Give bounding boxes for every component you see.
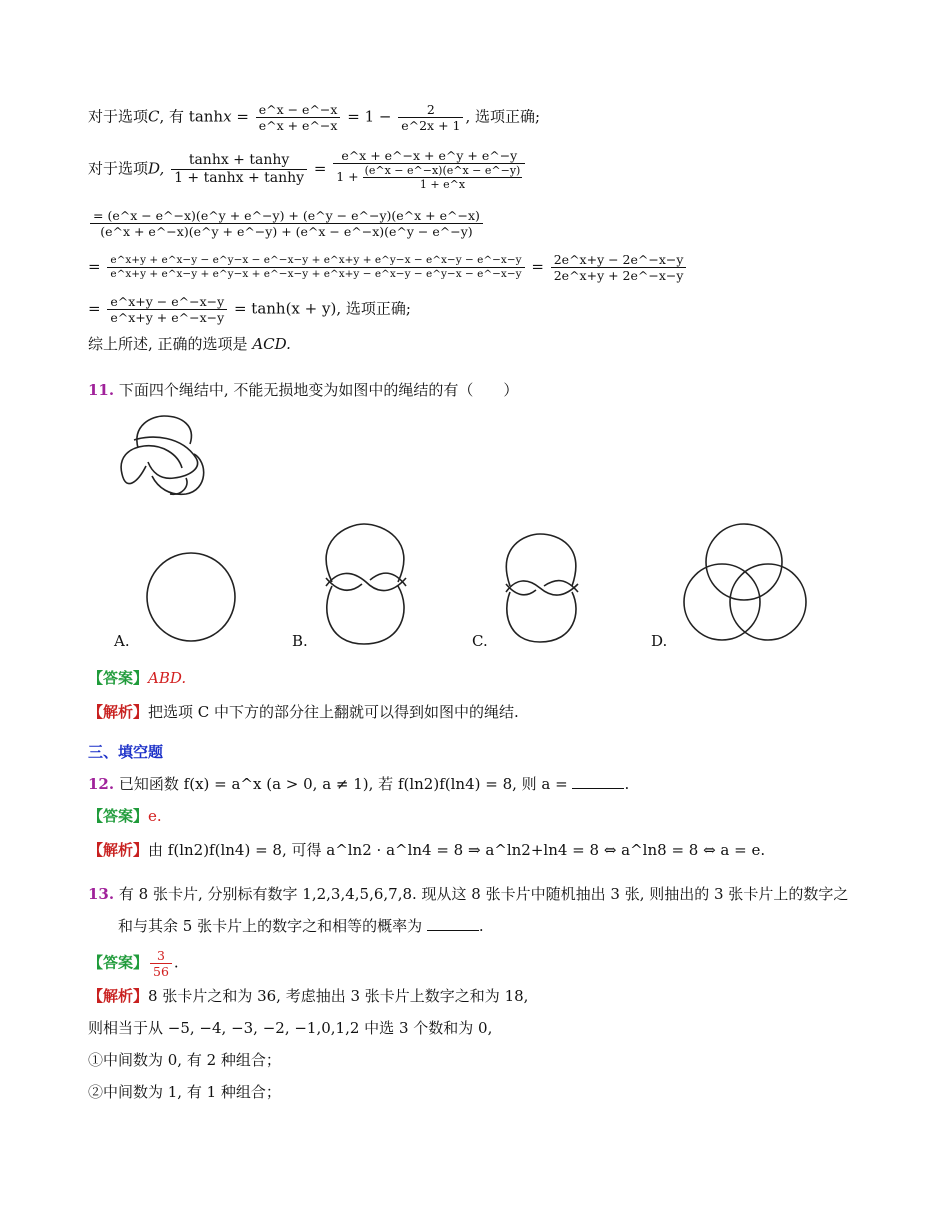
trefoil-knot-figure [112,410,212,502]
option-c-line [88,102,540,133]
frac-den: (e^x + e^−x)(e^y + e^−y) + (e^x − e^−x)(e^y − e^−y) [100,224,473,239]
fraction [256,102,341,133]
frac-den: e^x + e^−x [258,118,338,133]
option-a-figure [142,550,242,646]
frac-num: e^x − e^−x [256,102,341,118]
ring [730,564,806,640]
frac-den [333,164,525,191]
equals: = [531,257,544,276]
text: 1 + [336,169,359,184]
explanation-text: 由 f(ln2)f(ln4) = 8, 可得 a^ln2 · a^ln4 = 8 ⇒ a^ln2+ln4 = 8 ⇔ a^ln8 = 8 ⇔ a = e. [148,841,766,859]
frac-num: (e^x − e^−x)(e^x − e^−y) [364,164,521,177]
answer-tag: 【答案】 [88,669,149,687]
nested-fraction [363,164,523,191]
section-heading: 三、填空题 [88,743,164,761]
frac-num: tanhx + tanhy [171,152,307,170]
text: C [148,107,160,126]
option-b-label: B. [292,632,308,650]
option-d-figure [680,522,810,646]
answer-text: e. [148,807,162,825]
text: . [624,775,630,793]
text: = tanh(x + y), 选项正确; [233,299,411,318]
equals: = [313,159,327,178]
derivation-line-4 [88,252,688,283]
frac-num: e^x+y + e^x−y − e^y−x − e^−x−y + e^x+y + e^y−x − e^x−y − e^−x−y [107,254,524,268]
knot-strand [507,592,576,642]
fraction [398,102,463,133]
frac-den: 1 + tanhx + tanhy [174,170,305,186]
text: . [173,953,179,972]
option-c-figure [500,530,584,648]
q11-answer [88,668,186,688]
frac-num: e^x+y − e^−x−y [107,294,227,310]
question-number: 12. [88,775,115,793]
answer-text: ABD. [148,669,187,687]
unknot-circle [147,553,235,641]
explanation-text: ②中间数为 1, 有 1 种组合； [88,1083,281,1101]
text: , 选项正确; [465,107,541,126]
question-text: 已知函数 f(x) = a^x (a > 0, a ≠ 1), 若 f(ln2)f(ln4) = 8, 则 a = [118,775,568,793]
question-text: 下面四个绳结中, 不能无损地变为如图中的绳结的有（ ） [118,381,519,399]
text: . [478,917,484,935]
explanation-tag: 【解析】 [88,987,149,1005]
option-c-label: C. [472,632,488,650]
fraction [107,254,524,281]
ring [706,524,782,600]
knot-strand [170,478,187,494]
q12-answer [88,806,162,826]
answer-tag: 【答案】 [88,807,149,825]
explanation-text: 则相当于从 −5, −4, −3, −2, −1,0,1,2 中选 3 个数和为 0, [88,1019,493,1037]
question-13-line-2 [118,916,484,936]
knot-strand [326,524,404,582]
explanation-text: 8 张卡片之和为 36, 考虑抽出 3 张卡片上数字之和为 18, [148,987,529,1005]
q12-explanation [88,840,765,860]
frac-num: = (e^x − e^−x)(e^y + e^−y) + (e^y − e^−y)(e^x + e^−x) [90,208,483,224]
text: = 1 − [347,107,392,126]
frac-num: e^x + e^−x + e^y + e^−y [333,148,525,164]
fraction [171,152,307,187]
frac-den: e^2x + 1 [401,118,461,133]
explanation-text: 把选项 C 中下方的部分往上翻就可以得到如图中的绳结. [148,703,519,721]
question-text: 和与其余 5 张卡片上的数字之和相等的概率为 [118,917,423,935]
text: , 有 tanhx = [159,107,249,126]
frac-num: 2e^x+y − 2e^−x−y [551,252,687,268]
equals: = [88,257,101,276]
question-12 [88,774,629,794]
frac-den: 2e^x+y + 2e^−x−y [553,268,684,283]
knot-strand [137,416,192,448]
knot-strand [506,534,575,586]
text: D, [148,159,165,178]
text: ACD. [252,335,291,353]
explanation-tag: 【解析】 [88,703,149,721]
summary-line [88,334,291,354]
option-b-figure [318,520,414,650]
frac-num: 2 [398,102,463,118]
fraction [333,148,525,191]
derivation-line-3 [88,208,485,239]
derivation-line-5 [88,294,411,325]
question-text: 有 8 张卡片, 分别标有数字 1,2,3,4,5,6,7,8. 现从这 8 张卡片中随机抽出 3 张, 则抽出的 3 张卡片上的数字之 [118,885,849,903]
explanation-tag: 【解析】 [88,841,149,859]
frac-den: e^x+y + e^−x−y [110,310,225,325]
text: 对于选项 [88,159,149,178]
question-number: 13. [88,885,115,903]
q11-explanation [88,702,519,722]
frac-num: 3 [150,948,172,964]
fraction [551,252,687,283]
question-13-line-1 [88,884,848,904]
text: 对于选项 [88,107,149,126]
equals: = [88,299,101,318]
q13-answer [88,948,179,979]
knot-strand [327,586,404,644]
frac-den: 1 + e^x [419,178,466,191]
frac-den: e^x+y + e^x−y + e^y−x + e^−x−y + e^x+y − e^x−y − e^y−x − e^−x−y [110,268,522,280]
q13-explanation [88,986,528,1006]
question-number: 11. [88,381,115,399]
answer-blank [572,774,624,789]
answer-tag: 【答案】 [88,953,149,972]
answer-blank [427,916,479,931]
ring [684,564,760,640]
text: 综上所述, 正确的选项是 [88,335,253,353]
fraction [90,208,483,239]
fraction [107,294,227,325]
option-a-label: A. [114,632,130,650]
answer-fraction [150,948,172,979]
option-d-label: D. [651,632,668,650]
option-d-line [88,148,527,191]
question-11 [88,380,518,400]
explanation-text: ①中间数为 0, 有 2 种组合； [88,1051,281,1069]
frac-den: 56 [153,964,169,979]
